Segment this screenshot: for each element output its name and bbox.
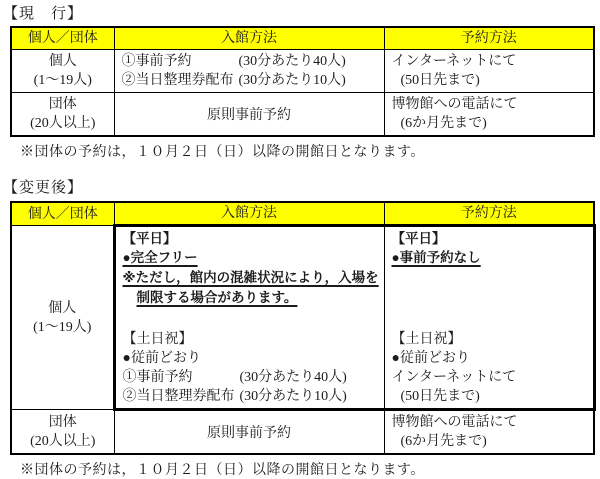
entry-method-line: ①事前予約 (30分あたり40人)	[122, 370, 347, 385]
current-table	[10, 26, 595, 137]
current-individual-entry-cell	[114, 50, 384, 93]
current-header-reserve-method: 予約方法	[384, 27, 594, 50]
weekend-tag: 【土日祝】	[391, 332, 462, 347]
current-individual-reserve-cell	[384, 50, 594, 93]
weekday-no-reservation: ●事前予約なし	[391, 250, 481, 265]
weekend-same-as-before: ●従前どおり	[391, 351, 470, 366]
revised-header-reserve-method: 予約方法	[384, 202, 594, 226]
revised-header-entry-method: 入館方法	[114, 202, 384, 226]
reserve-method-line: インターネットにて	[391, 370, 517, 385]
weekday-caution-line2: 制限する場合があります。	[136, 290, 298, 305]
weekday-caution-line1: ※ただし，館内の混雑状況により，入場を	[122, 270, 379, 285]
weekday-free-entry: ●完全フリー	[122, 250, 198, 265]
reserve-method-line: インターネットにて	[391, 54, 517, 69]
reserve-method-line: (50日先まで)	[400, 73, 480, 88]
category-label: 個人	[48, 54, 77, 69]
revised-section-title: 【変更後】	[3, 180, 84, 196]
reserve-method-line: (50日先まで)	[400, 389, 480, 404]
revised-individual-entry-cell	[114, 226, 384, 410]
category-count: (20人以上)	[30, 116, 96, 131]
reserve-method-line: 博物館への電話にて	[391, 97, 518, 112]
reserve-method-line: 博物館への電話にて	[391, 415, 518, 430]
entry-method-line: ②当日整理券配布 (30分あたり10人)	[122, 389, 347, 404]
current-individual-category-cell	[11, 50, 114, 93]
entry-method-line: ②当日整理券配布 (30分あたり10人)	[121, 73, 346, 88]
revised-group-entry-cell: 原則事前予約	[114, 410, 384, 455]
current-section	[0, 2, 600, 161]
category-label: 個人	[48, 300, 77, 316]
category-count: (20人以上)	[30, 433, 96, 449]
reserve-method-line: (6か月先まで)	[400, 434, 487, 449]
current-section-title: 【現 行】	[3, 6, 84, 22]
category-label: 団体	[48, 97, 77, 112]
revised-group-reserve-cell	[384, 410, 594, 455]
weekday-reserve-block	[392, 229, 591, 330]
revised-individual-reserve-cell	[384, 226, 594, 410]
revised-individual-category-cell	[11, 226, 114, 410]
current-group-reserve-cell	[384, 93, 594, 137]
category-count: (1～19人)	[33, 73, 92, 88]
current-group-category-cell	[11, 93, 114, 137]
revised-individual-row	[11, 226, 594, 410]
admission-notice-page	[0, 2, 600, 478]
revised-group-category-cell	[11, 410, 114, 455]
revised-group-row	[11, 410, 594, 455]
category-count: (1～19人)	[33, 319, 92, 335]
entry-method-line: ①事前予約 (30分あたり40人)	[121, 54, 346, 69]
current-group-entry-cell: 原則事前予約	[114, 93, 384, 137]
current-footnote: ※団体の予約は，１０月２日（日）以降の開館日となります。	[20, 145, 425, 160]
revised-header-category: 個人／団体	[11, 202, 114, 226]
current-individual-row	[11, 50, 594, 93]
current-header-category: 個人／団体	[11, 27, 114, 50]
current-header-row	[11, 27, 594, 50]
weekend-same-as-before: ●従前どおり	[122, 351, 201, 366]
revised-header-row	[11, 202, 594, 226]
current-group-row	[11, 93, 594, 137]
weekday-tag: 【平日】	[122, 231, 177, 246]
reserve-method-line: (6か月先まで)	[400, 116, 487, 131]
revised-footnote: ※団体の予約は，１０月２日（日）以降の開館日となります。	[20, 463, 425, 478]
revised-section	[0, 176, 600, 479]
category-label: 団体	[48, 414, 77, 430]
weekday-entry-block	[123, 229, 382, 330]
weekday-tag: 【平日】	[391, 231, 446, 246]
current-header-entry-method: 入館方法	[114, 27, 384, 50]
revised-table	[10, 201, 596, 455]
weekend-tag: 【土日祝】	[122, 332, 193, 347]
